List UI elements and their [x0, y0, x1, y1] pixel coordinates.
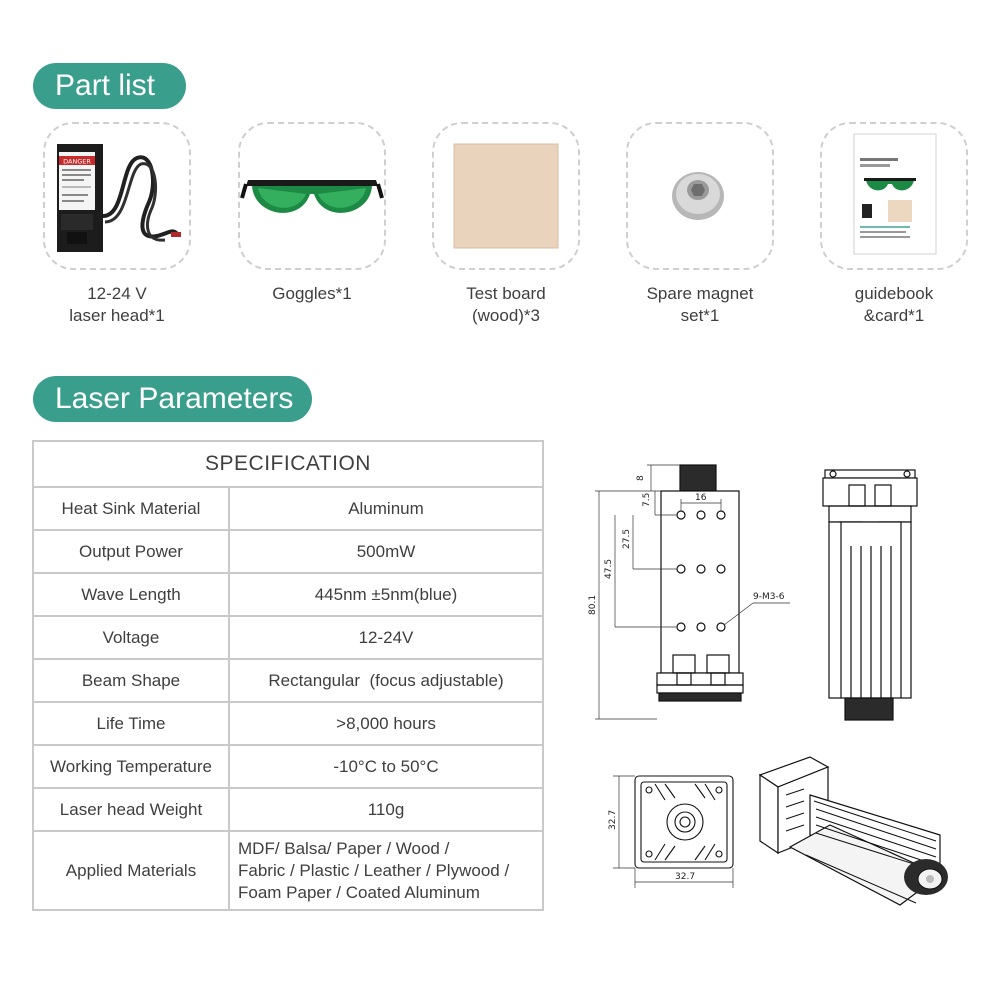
guidebook-photo: [820, 122, 968, 270]
table-row: [33, 659, 543, 702]
dim-7-5: 7.5: [642, 492, 652, 507]
spec-value: >8,000 hours: [229, 702, 543, 745]
laser-head-photo: [43, 122, 191, 270]
part-test-board: [432, 122, 580, 327]
isometric-view-drawing: [750, 755, 960, 915]
spec-name: Laser head Weight: [33, 788, 229, 831]
bottom-view-drawing: [605, 770, 740, 890]
spec-name: Life Time: [33, 702, 229, 745]
spec-value: -10°C to 50°C: [229, 745, 543, 788]
spec-value-line: Fabric / Plastic / Leather / Plywood /: [238, 860, 510, 880]
specification-table: [32, 440, 544, 911]
table-row: [33, 702, 543, 745]
front-view-drawing: [585, 455, 800, 735]
dim-32-7-horizontal: 32.7: [675, 872, 696, 882]
magnet-photo: [626, 122, 774, 270]
spec-value: 110g: [229, 788, 543, 831]
spec-value-multiline: [229, 831, 543, 910]
table-row: [33, 788, 543, 831]
spec-name: Voltage: [33, 616, 229, 659]
dim-47-5: 47.5: [604, 558, 614, 579]
table-row: [33, 530, 543, 573]
spec-value: Rectangular (focus adjustable): [229, 659, 543, 702]
goggles-photo: [238, 122, 386, 270]
wood-board-photo: [432, 122, 580, 270]
spec-name: Output Power: [33, 530, 229, 573]
dim-16: 16: [695, 493, 707, 503]
laser-parameters-title: Laser Parameters: [33, 376, 312, 422]
part-caption: 12-24 V laser head*1: [69, 284, 165, 325]
part-caption: Spare magnet set*1: [646, 284, 754, 325]
part-list-title: Part list: [33, 63, 186, 109]
spec-header: SPECIFICATION: [33, 441, 543, 487]
spec-name: Working Temperature: [33, 745, 229, 788]
side-view-drawing: [815, 465, 925, 725]
table-row: [33, 573, 543, 616]
spec-name: Heat Sink Material: [33, 487, 229, 530]
spec-value: 12-24V: [229, 616, 543, 659]
part-spare-magnet: [626, 122, 774, 327]
part-laser-head: [43, 122, 191, 327]
dim-32-7-vertical: 32.7: [608, 809, 618, 830]
dim-8: 8: [636, 475, 646, 481]
spec-name: Beam Shape: [33, 659, 229, 702]
part-caption: Test board (wood)*3: [466, 284, 546, 325]
danger-label-text: DANGER: [63, 157, 91, 166]
spec-value: 445nm ±5nm(blue): [229, 573, 543, 616]
table-row: [33, 487, 543, 530]
part-caption: guidebook &card*1: [854, 284, 934, 325]
table-row: [33, 745, 543, 788]
spec-value: 500mW: [229, 530, 543, 573]
spec-value-line: MDF/ Balsa/ Paper / Wood /: [238, 838, 450, 858]
dim-holes: 9-M3-6: [753, 592, 785, 602]
table-row: [33, 831, 543, 910]
dim-27-5: 27.5: [622, 528, 632, 549]
spec-value: Aluminum: [229, 487, 543, 530]
part-guidebook: [820, 122, 968, 327]
spec-name: Wave Length: [33, 573, 229, 616]
part-caption: Goggles*1: [272, 284, 352, 303]
table-row: [33, 616, 543, 659]
part-goggles: [238, 122, 386, 305]
spec-name: Applied Materials: [33, 831, 229, 910]
dim-80-1: 80.1: [588, 594, 598, 615]
spec-value-line: Foam Paper / Coated Aluminum: [238, 882, 480, 902]
